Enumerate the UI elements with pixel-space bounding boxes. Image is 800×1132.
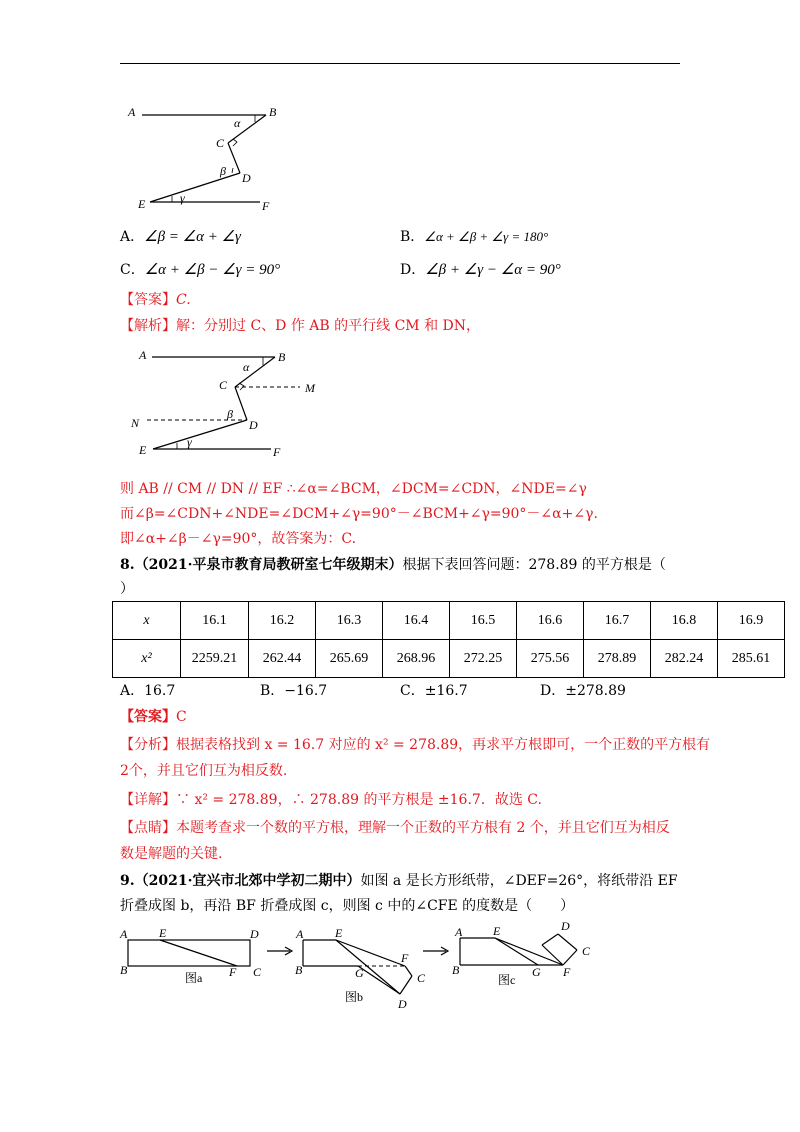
q8-option-c[interactable]: C．±16.7 [400, 683, 468, 699]
table-cell: 16.1 [181, 602, 249, 640]
q8-option-b[interactable]: B．−16.7 [260, 683, 328, 699]
label-D: D [250, 927, 259, 941]
label-B: B [295, 963, 303, 977]
q8-square-table [112, 601, 785, 678]
label-A: A [139, 348, 147, 362]
q8-dianjing-line-1: 【点睛】本题考查求一个数的平方根，理解一个正数的平方根有 2 个，并且它们互为相反 [120, 820, 670, 836]
label-gamma: γ [187, 435, 192, 449]
label-E: E [138, 197, 146, 211]
table-cell: 282.24 [651, 640, 718, 678]
table-cell: 16.3 [316, 602, 383, 640]
label-beta: β [220, 164, 226, 178]
label-F: F [229, 965, 237, 979]
label-G: G [532, 965, 541, 979]
table-cell: 16.8 [651, 602, 718, 640]
figure-1-parallel-lines [120, 98, 290, 216]
label-A: A [120, 927, 128, 941]
label-M: M [305, 381, 315, 395]
label-beta: β [227, 407, 233, 421]
label-D: D [561, 919, 570, 933]
label-alpha: α [234, 116, 241, 130]
header-rule [120, 63, 680, 64]
label-C: C [582, 944, 591, 958]
q7-option-d[interactable]: D．∠β + ∠γ − ∠α = 90° [400, 262, 561, 278]
q7-solution-line-3: 即∠α+∠β－∠γ=90°，故答案为：C. [120, 531, 357, 547]
figure-3-folding-strip [115, 918, 615, 1018]
table-cell: 16.7 [584, 602, 651, 640]
q8-fenxi-line-2: 2个，并且它们互为相反数. [120, 763, 288, 779]
table-cell: 16.9 [718, 602, 785, 640]
label-A: A [455, 925, 463, 939]
table-cell: 272.25 [450, 640, 517, 678]
q7-option-c[interactable]: C．∠α + ∠β − ∠γ = 90° [120, 262, 281, 278]
label-C: C [219, 378, 228, 392]
table-row [113, 602, 785, 640]
label-B: B [269, 105, 277, 119]
label-C: C [253, 965, 262, 979]
label-C: C [417, 971, 426, 985]
figure-2-auxiliary-lines [125, 345, 325, 460]
table-header-x: x [113, 602, 181, 640]
q8-stem-close: ） [120, 581, 134, 597]
caption-c: 图c [498, 973, 516, 987]
label-D: D [242, 171, 251, 185]
label-gamma: γ [180, 191, 185, 205]
table-header-x2: x² [113, 640, 181, 678]
label-F: F [273, 445, 281, 459]
caption-a: 图a [185, 971, 203, 985]
table-cell: 16.2 [249, 602, 316, 640]
q7-solution-line-2: 而∠β=∠CDN+∠NDE=∠DCM+∠γ=90°－∠BCM+∠γ=90°－∠α+∠γ. [120, 506, 598, 522]
label-alpha: α [243, 360, 250, 374]
label-B: B [452, 963, 460, 977]
q7-option-a[interactable]: A．∠β = ∠α + ∠γ [120, 229, 241, 245]
q8-option-d[interactable]: D．±278.89 [540, 683, 626, 699]
q8-xiangjie: 【详解】∵ x² = 278.89，∴ 278.89 的平方根是 ±16.7．故选 C. [120, 792, 542, 808]
table-cell: 285.61 [718, 640, 785, 678]
label-B: B [120, 963, 128, 977]
label-A: A [296, 927, 304, 941]
table-cell: 16.5 [450, 602, 517, 640]
label-C: C [216, 136, 225, 150]
label-E: E [139, 443, 147, 457]
q7-solution-line-1: 则 AB // CM // DN // EF ∴∠α=∠BCM，∠DCM=∠CDN，∠NDE=∠γ [120, 481, 587, 497]
q8-dianjing-line-2: 数是解题的关键. [120, 846, 223, 862]
label-B: B [278, 350, 286, 364]
label-F: F [262, 199, 270, 213]
q9-stem-line-1: 9.（2021·宜兴市北郊中学初二期中）如图 a 是长方形纸带，∠DEF=26°，将纸带沿 EF [120, 873, 678, 889]
label-E: E [493, 924, 501, 938]
table-cell: 268.96 [383, 640, 450, 678]
table-cell: 275.56 [517, 640, 584, 678]
table-cell: 278.89 [584, 640, 651, 678]
table-cell: 262.44 [249, 640, 316, 678]
label-E: E [335, 926, 343, 940]
q7-option-b[interactable]: B．∠α + ∠β + ∠γ = 180° [400, 229, 549, 245]
q7-answer: 【答案】C. [120, 292, 191, 308]
table-cell: 16.6 [517, 602, 584, 640]
label-A: A [128, 105, 136, 119]
label-E: E [159, 926, 167, 940]
q8-answer: 【答案】C [120, 709, 187, 725]
q7-analysis: 【解析】解：分别过 C、D 作 AB 的平行线 CM 和 DN， [120, 318, 481, 334]
label-F: F [401, 951, 409, 965]
caption-b: 图b [345, 990, 364, 1004]
q8-fenxi-line-1: 【分析】根据表格找到 x = 16.7 对应的 x² = 278.89，再求平方根即可，一个正数的平方根有 [120, 737, 711, 753]
label-D: D [249, 418, 258, 432]
label-F: F [563, 965, 571, 979]
table-row [113, 640, 785, 678]
label-G: G [355, 966, 364, 980]
table-cell: 2259.21 [181, 640, 249, 678]
table-cell: 16.4 [383, 602, 450, 640]
q8-option-a[interactable]: A．16.7 [120, 683, 176, 699]
label-D: D [398, 997, 407, 1011]
q9-stem-line-2: 折叠成图 b，再沿 BF 折叠成图 c，则图 c 中的∠CFE 的度数是（ ） [120, 898, 575, 914]
label-N: N [131, 416, 140, 430]
q8-stem: 8.（2021·平泉市教育局教研室七年级期末）根据下表回答问题：278.89 的平方根是（ [120, 557, 666, 573]
table-cell: 265.69 [316, 640, 383, 678]
